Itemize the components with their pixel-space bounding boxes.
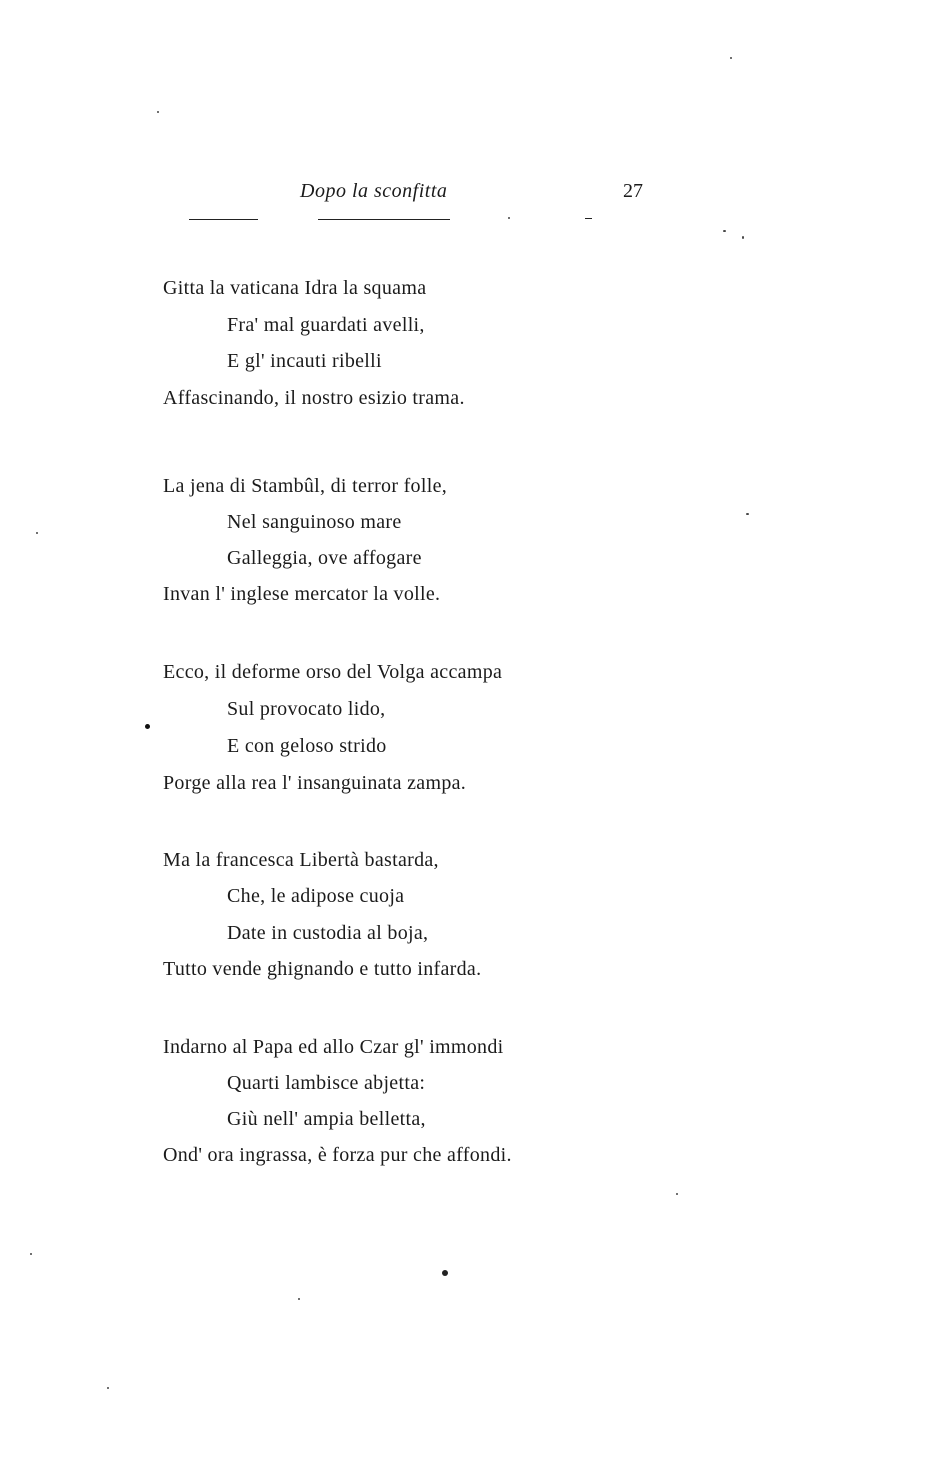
verse-line: Ond' ora ingrassa, è forza pur che affondi. [163, 1144, 512, 1166]
page-number: 27 [623, 180, 643, 202]
header-rule-right [585, 218, 592, 219]
header-rule-center [318, 219, 450, 220]
verse-line: Ecco, il deforme orso del Volga accampa [163, 661, 503, 683]
verse-line: Quarti lambisce abjetta: [227, 1072, 426, 1094]
ink-speck [107, 1387, 109, 1389]
verse-line: La jena di Stambûl, di terror folle, [163, 475, 448, 497]
verse-line: Sul provocato lido, [227, 698, 386, 720]
ink-speck [30, 1253, 32, 1255]
ink-speck [730, 57, 732, 59]
ink-speck [508, 217, 510, 219]
verse-line: Indarno al Papa ed allo Czar gl' immondi [163, 1036, 504, 1058]
verse-line: Affascinando, il nostro esizio trama. [163, 387, 465, 409]
ink-speck [442, 1270, 448, 1276]
ink-speck [36, 532, 38, 534]
ink-speck [145, 724, 150, 729]
ink-speck [298, 1298, 300, 1300]
verse-line: Date in custodia al boja, [227, 922, 429, 944]
verse-line: Ma la francesca Libertà bastarda, [163, 849, 439, 871]
verse-line: Nel sanguinoso mare [227, 511, 402, 533]
ink-speck [157, 111, 159, 113]
verse-line: Giù nell' ampia belletta, [227, 1108, 426, 1130]
ink-speck [742, 236, 744, 239]
verse-line: Fra' mal guardati avelli, [227, 314, 425, 336]
verse-line: E gl' incauti ribelli [227, 350, 382, 372]
ink-speck [746, 513, 749, 515]
verse-line: Gitta la vaticana Idra la squama [163, 277, 427, 299]
verse-line: Galleggia, ove affogare [227, 547, 422, 569]
verse-line: Porge alla rea l' insanguinata zampa. [163, 772, 467, 794]
running-title: Dopo la sconfitta [300, 180, 448, 202]
ink-speck [676, 1193, 678, 1195]
ink-speck [723, 230, 726, 232]
verse-line: E con geloso strido [227, 735, 387, 757]
verse-line: Che, le adipose cuoja [227, 885, 405, 907]
header-rule-left [189, 219, 258, 220]
verse-line: Invan l' inglese mercator la volle. [163, 583, 441, 605]
verse-line: Tutto vende ghignando e tutto infarda. [163, 958, 482, 980]
